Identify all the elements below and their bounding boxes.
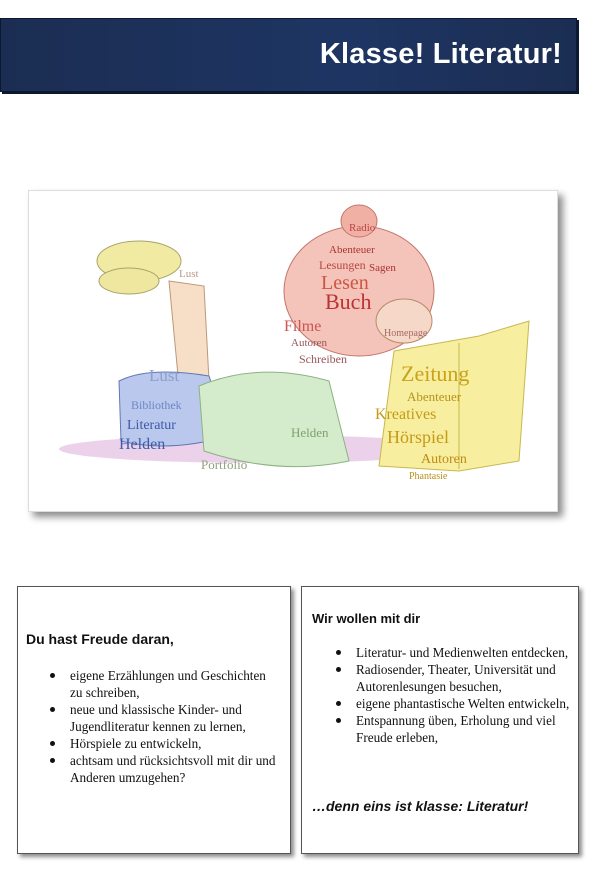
word-schreiben: Schreiben [299, 352, 347, 366]
word-lesungen: Lesungen [319, 258, 366, 272]
page-title: Klasse! Literatur! [319, 38, 562, 70]
word-abenteuer-yellow: Abenteuer [407, 389, 462, 404]
word-abenteuer-top: Abenteuer [329, 244, 375, 256]
right-bullet-list [334, 644, 570, 746]
raised-foot-sole [99, 268, 159, 294]
left-bullet-list [48, 667, 278, 786]
word-hoerspiel: Hörspiel [387, 427, 449, 447]
list-item: Radiosender, Theater, Universität und Autorenlesungen besuchen, [334, 661, 570, 695]
list-item: eigene Erzählungen und Geschichten zu schreiben, [48, 667, 278, 701]
word-phantasie: Phantasie [409, 471, 448, 482]
word-cloud-illustration [28, 190, 558, 512]
list-item: neue und klassische Kinder- und Jugendliteratur kennen zu lernen, [48, 701, 278, 735]
word-lesen: Lesen [321, 272, 369, 294]
list-item: eigene phantastische Welten entwickeln, [334, 695, 570, 712]
word-lust-leg: Lust [179, 268, 199, 280]
list-item: achtsam und rücksichtsvoll mit dir und Anderen umzugehen? [48, 752, 278, 786]
word-homepage: Homepage [384, 328, 428, 339]
green-shirt [199, 372, 349, 467]
word-portfolio: Portfolio [201, 457, 248, 472]
left-box-heading: Du hast Freude daran, [26, 631, 174, 647]
word-literatur: Literatur [127, 418, 176, 433]
closing-slogan: …denn eins ist klasse: Literatur! [312, 798, 529, 814]
reading-child-drawing [29, 191, 557, 511]
word-filme: Filme [284, 318, 322, 335]
word-zeitung: Zeitung [401, 361, 470, 386]
word-helden-green: Helden [291, 425, 329, 440]
word-autoren-yellow: Autoren [421, 452, 467, 467]
word-buch: Buch [325, 289, 372, 314]
right-info-box [301, 586, 579, 854]
header-banner [0, 18, 577, 92]
word-bibliothek: Bibliothek [131, 398, 182, 412]
list-item: Entspannung üben, Erholung und viel Freude erleben, [334, 712, 570, 746]
word-sagen: Sagen [369, 262, 396, 274]
word-helden-blue: Helden [119, 436, 166, 453]
word-lust-blue: Lust [149, 366, 180, 385]
word-autoren-red: Autoren [291, 337, 328, 349]
word-kreatives: Kreatives [375, 406, 437, 423]
right-box-heading: Wir wollen mit dir [312, 611, 421, 626]
left-info-box [17, 586, 291, 854]
word-radio: Radio [349, 222, 376, 234]
list-item: Literatur- und Medienwelten entdecken, [334, 644, 570, 661]
list-item: Hörspiele zu entwickeln, [48, 735, 278, 752]
